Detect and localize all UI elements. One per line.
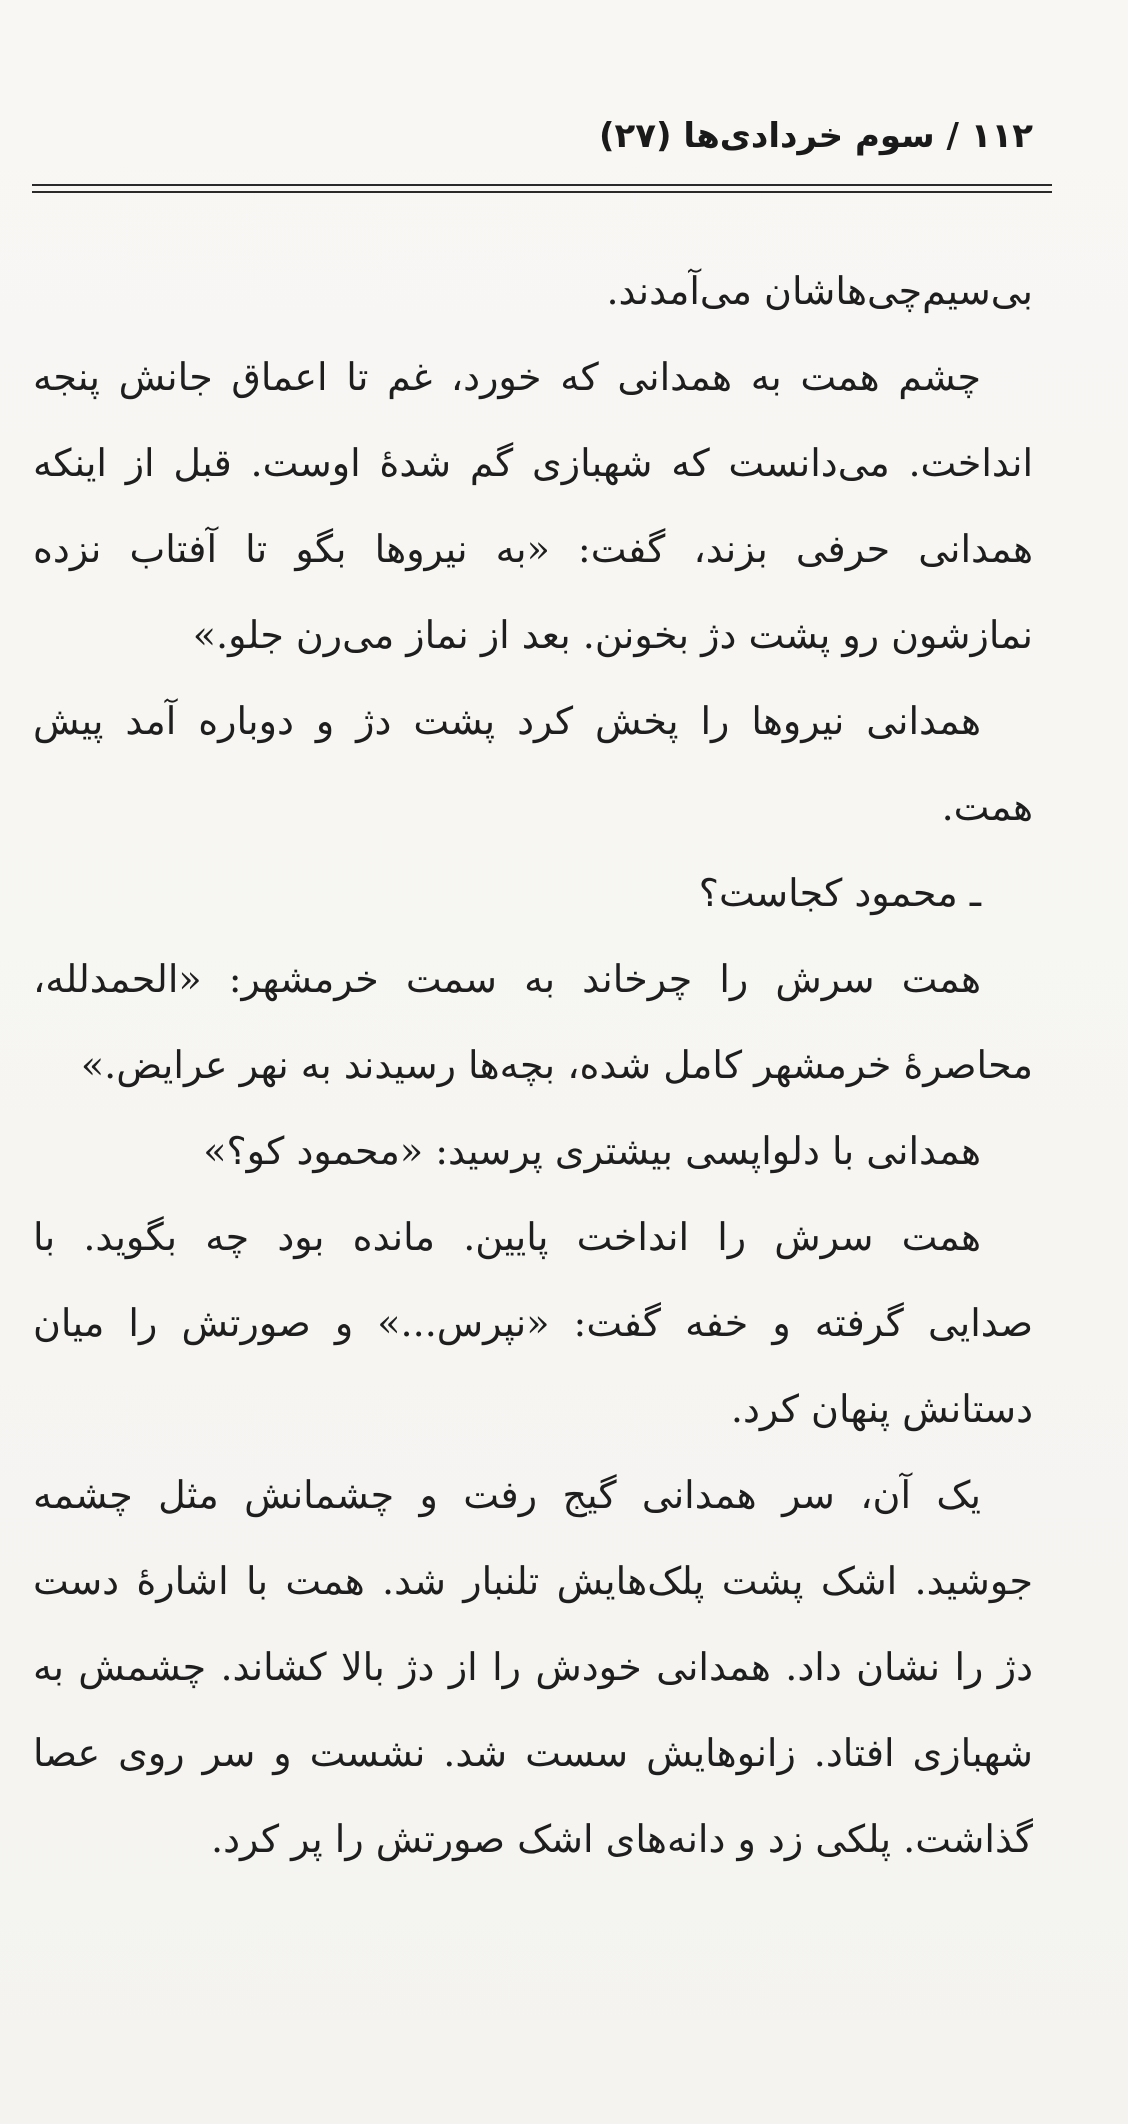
text-line: دستانش پنهان کرد. [730, 1387, 1033, 1431]
body-text [33, 248, 1033, 1882]
text-line: چشم همت به همدانی که خورد، غم تا اعماق جانش پنجه [33, 355, 981, 399]
text-line: بی‌سیم‌چی‌هاشان می‌آمدند. [606, 269, 1033, 313]
header-rule-bottom [32, 191, 1052, 193]
text-line: همت سرش را انداخت پایین. مانده بود چه بگوید. با [33, 1215, 981, 1259]
text-line: شهبازی افتاد. زانوهایش سست شد. نشست و سر روی عصا [33, 1731, 1033, 1775]
text-line: انداخت. می‌دانست که شهبازی گم شدهٔ اوست. قبل از اینکه [33, 441, 1033, 485]
text-line: گذاشت. پلکی زد و دانه‌های اشک صورتش را پر کرد. [211, 1817, 1033, 1861]
text-line: صدایی گرفته و خفه گفت: «نپرس...» و صورتش را میان [33, 1301, 1033, 1345]
text-line: ـ محمود کجاست؟ [698, 871, 981, 915]
text-line: نمازشون رو پشت دژ بخونن. بعد از نماز می‌رن جلو.» [192, 613, 1033, 657]
text-line: همت سرش را چرخاند به سمت خرمشهر: «الحمدلله، [33, 957, 981, 1001]
text-line: محاصرهٔ خرمشهر کامل شده، بچه‌ها رسیدند به نهر عرایض.» [80, 1043, 1033, 1087]
text-line: دژ را نشان داد. همدانی خودش را از دژ بالا کشاند. چشمش به [33, 1645, 1033, 1689]
text-line: جوشید. اشک پشت پلک‌هایش تلنبار شد. همت با اشارهٔ دست [33, 1559, 1033, 1603]
text-line: همدانی با دلواپسی بیشتری پرسید: «محمود کو؟» [203, 1129, 981, 1173]
text-line: همدانی نیروها را پخش کرد پشت دژ و دوباره آمد پیش [33, 699, 981, 743]
text-line: همت. [941, 785, 1033, 829]
running-head: ۱۱۲ / سوم خردادی‌ها (۲۷) [598, 116, 1033, 156]
text-line: یک آن، سر همدانی گیج رفت و چشمانش مثل چشمه [33, 1473, 981, 1517]
text-line: همدانی حرفی بزند، گفت: «به نیروها بگو تا آفتاب نزده [33, 527, 1033, 571]
header-rule-top [32, 184, 1052, 186]
